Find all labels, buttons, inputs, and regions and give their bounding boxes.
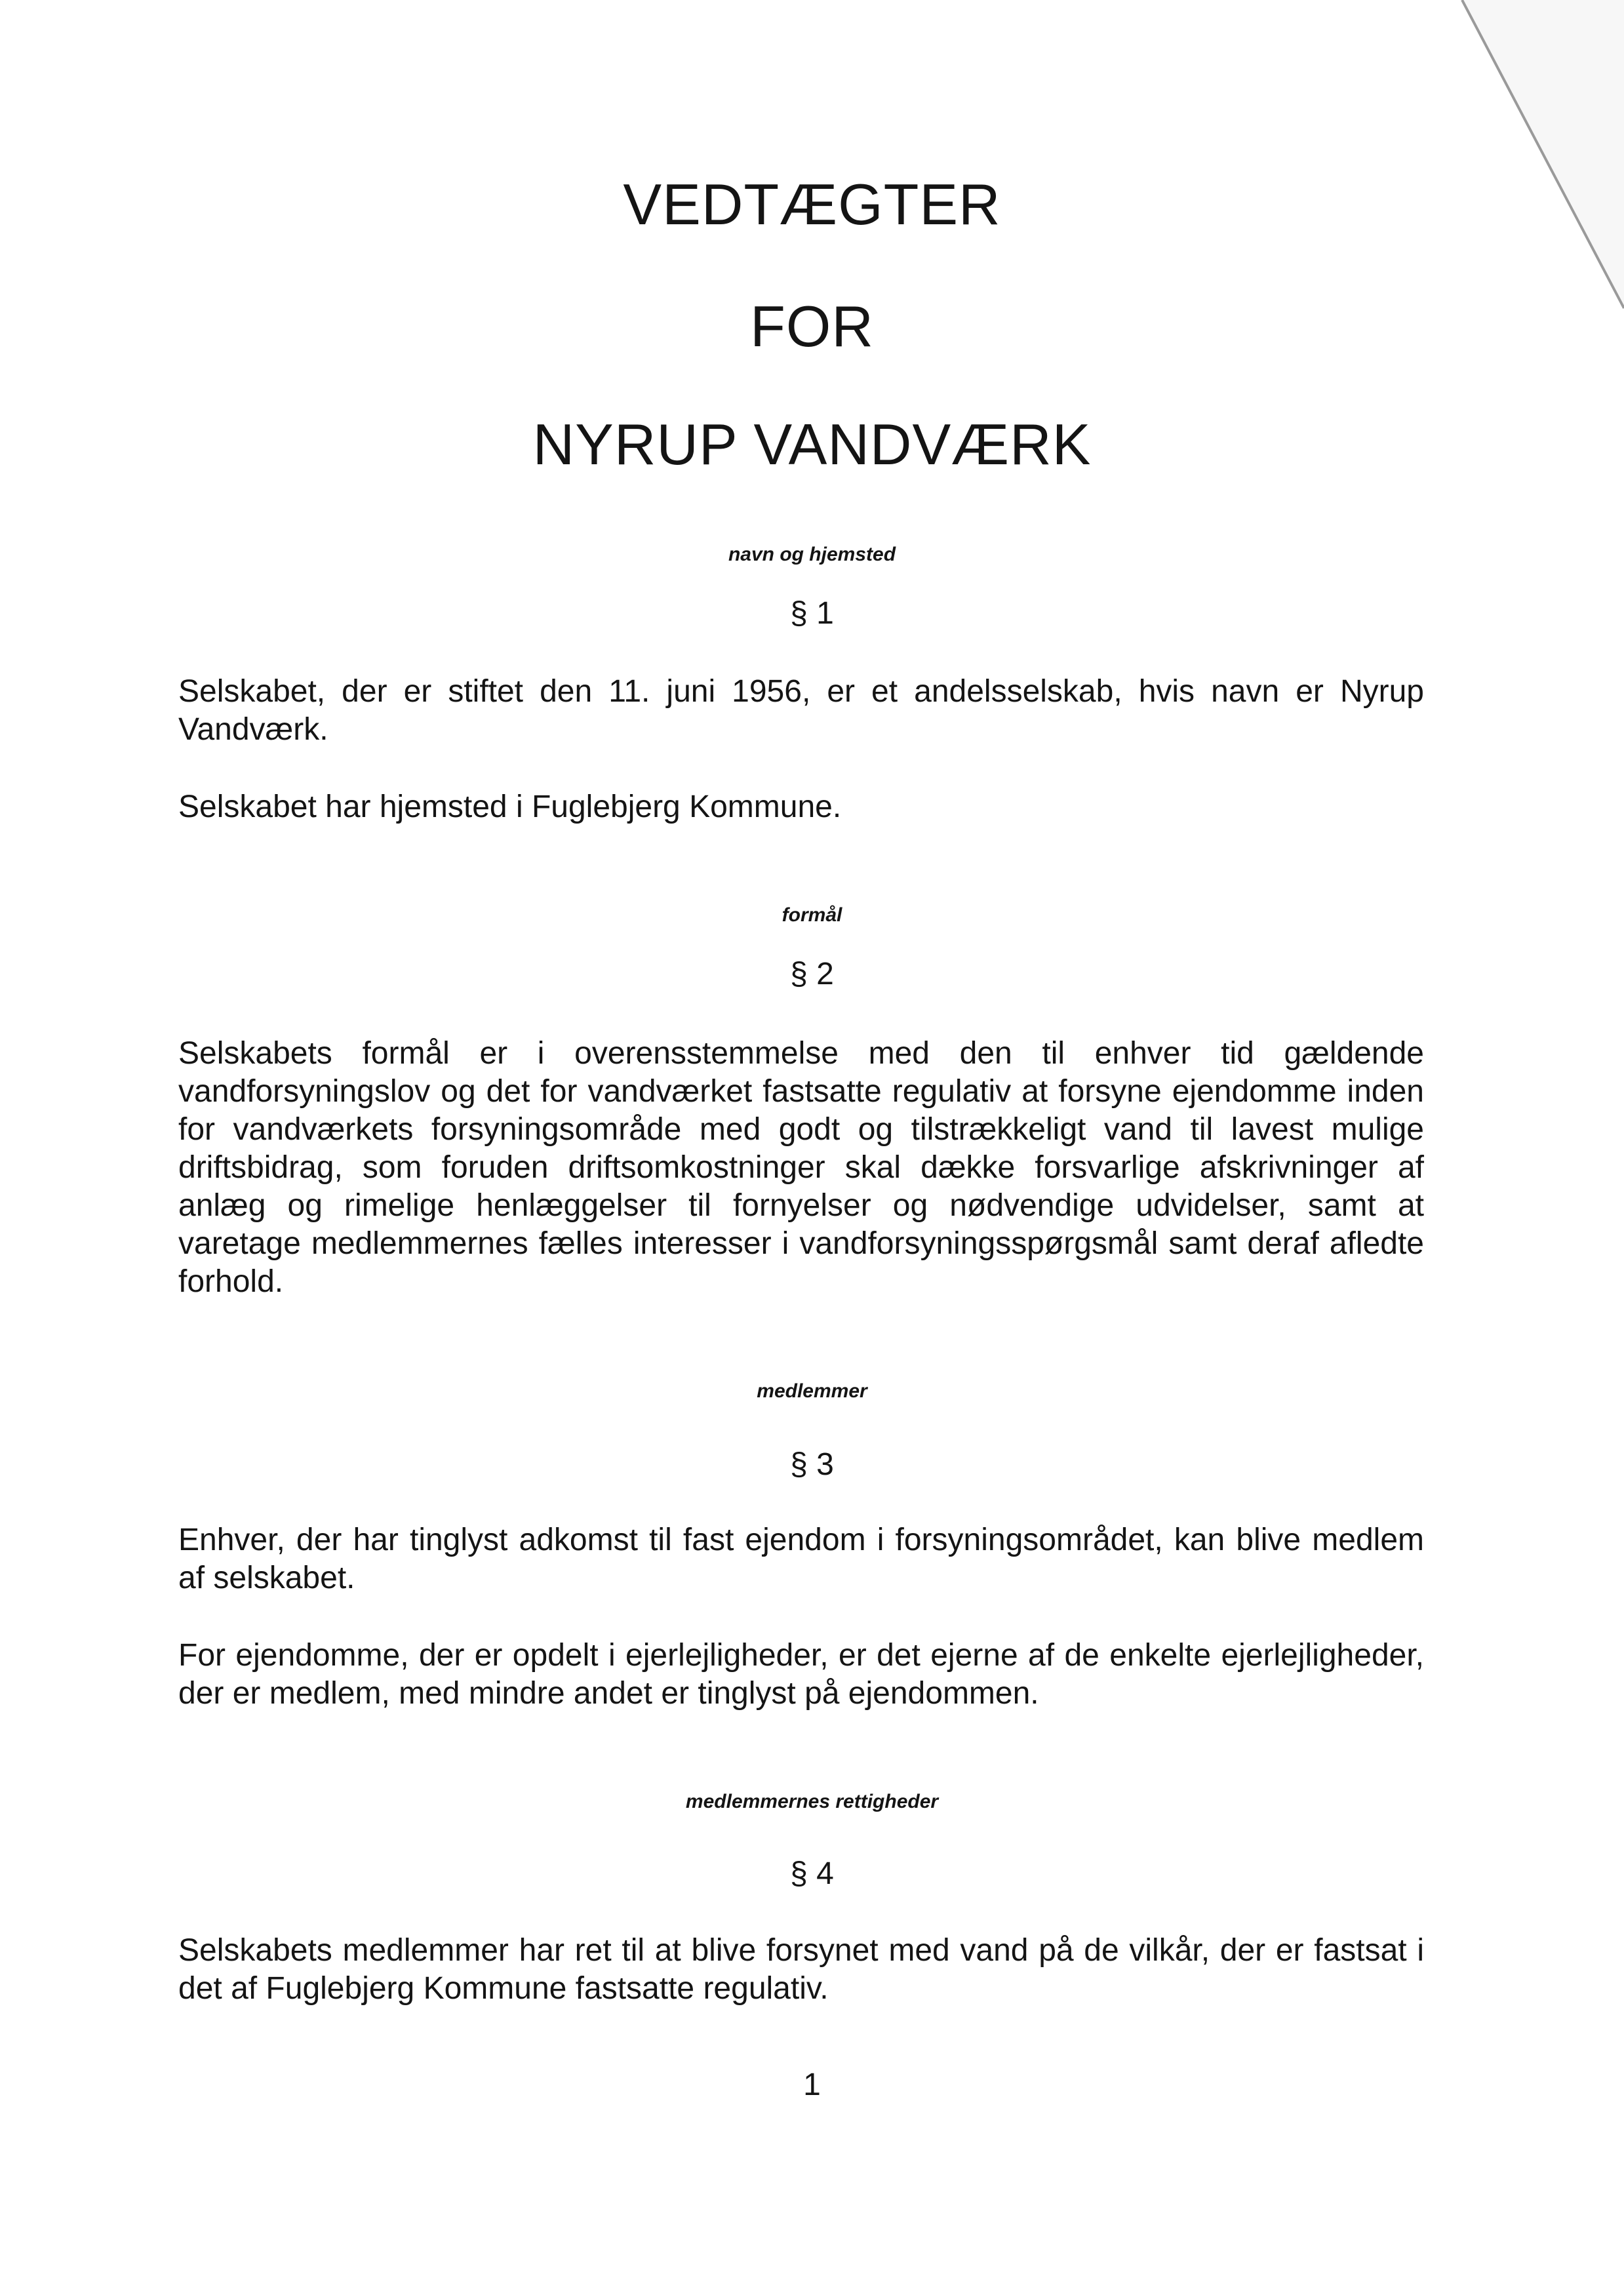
section-paragraph: Selskabet har hjemsted i Fuglebjerg Kommune.: [178, 789, 842, 824]
document-title-line-3: NYRUP VANDVÆRK: [532, 412, 1092, 477]
section-paragraph: Enhver, der har tinglyst adkomst til fast ejendom i forsyningsområdet, kan blive medlem af selskabet.: [178, 1523, 1424, 1595]
section-number: § 1: [790, 596, 834, 631]
section-heading: formål: [782, 904, 842, 926]
section-paragraph: Selskabets formål er i overensstemmelse med den til enhver tid gældende vandforsyningslov og det for vandværket fastsatte regulativ at forsyne ejendomme inden for vandværkets forsyningsområde med godt og tilstrækkeligt vand til lavest mulige driftsbidrag, som foruden driftsomkostninger skal dække forsvarlige afskrivninger af anlæg og rimelige henlæggelser til fornyelser og nødvendige udvidelser, samt at varetage medlemmernes fælles interesser i vandforsyningsspørgsmål samt deraf afledte forhold.: [178, 1036, 1424, 1299]
document-title-line-2: FOR: [750, 294, 874, 359]
section-number: § 2: [790, 957, 834, 991]
page-number: 1: [803, 2067, 821, 2102]
section-heading: medlemmer: [757, 1380, 867, 1402]
section-heading: medlemmernes rettigheder: [685, 1791, 939, 1812]
section-paragraph: For ejendomme, der er opdelt i ejerlejligheder, er det ejerne af de enkelte ejerlejligheder, der er medlem, med mindre andet er tinglyst på ejendommen.: [178, 1638, 1424, 1711]
document-title-line-1: VEDTÆGTER: [623, 172, 1001, 237]
section-heading: navn og hjemsted: [728, 544, 896, 565]
section-number: § 4: [790, 1856, 834, 1891]
section-paragraph: Selskabets medlemmer har ret til at blive forsynet med vand på de vilkår, der er fastsat i det af Fuglebjerg Kommune fastsatte regulativ.: [178, 1933, 1424, 2006]
section-number: § 3: [790, 1447, 834, 1482]
section-paragraph: Selskabet, der er stiftet den 11. juni 1956, er et andelsselskab, hvis navn er Nyrup Vandværk.: [178, 674, 1424, 747]
